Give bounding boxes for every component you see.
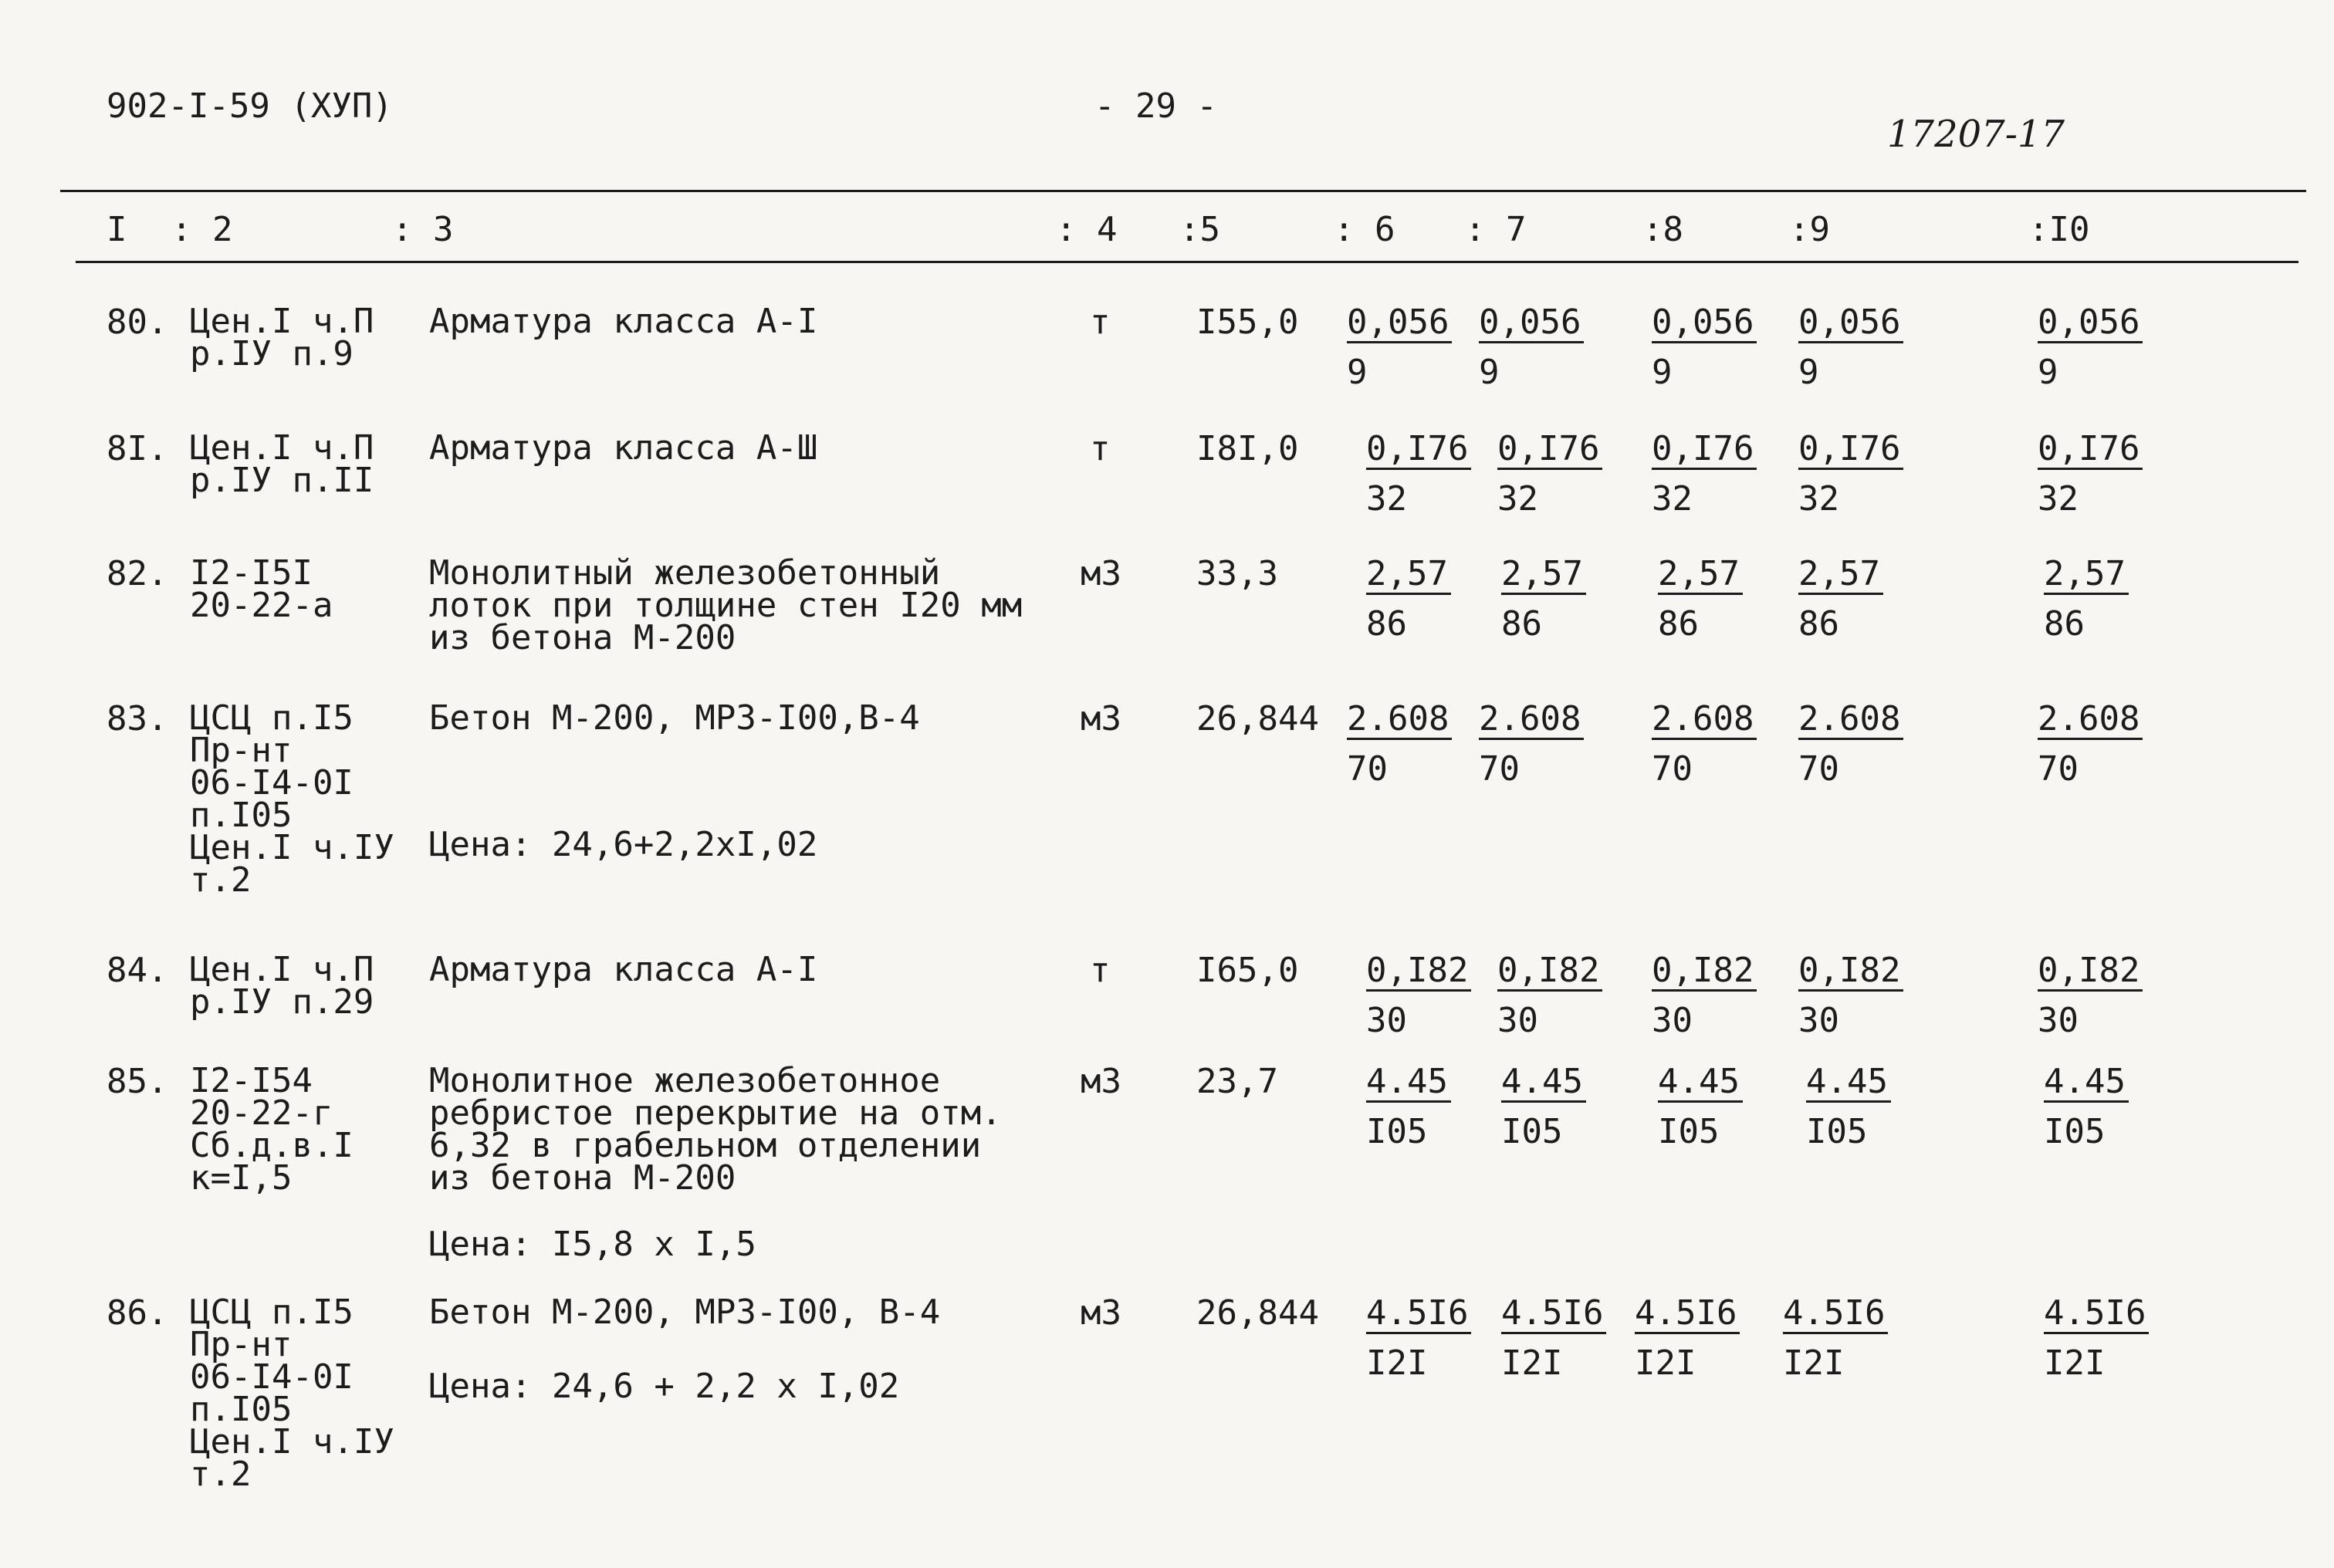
row-value: 0,056 9 (1479, 306, 1584, 390)
row-value: 0,I76 32 (2038, 432, 2143, 516)
row-value: 2,57 86 (1798, 557, 1883, 641)
row-value: 0,I76 32 (1798, 432, 1903, 516)
row-value: 2.608 70 (1479, 702, 1584, 786)
row-price-formula: Цена: 24,6+2,2хI,02 (429, 825, 818, 864)
row-number: 8I. (107, 429, 168, 468)
row-reference: ЦСЦ п.I5 Пр-нт 06-I4-0I п.I05 Цен.I ч.IУ т.2 (190, 698, 394, 900)
row-price-formula: Цена: I5,8 х I,5 (429, 1225, 756, 1264)
row-value: 0,056 9 (1347, 306, 1452, 390)
row-reference: I2-I5I 20-22-а (190, 553, 333, 625)
row-unit-price: I8I,0 (1196, 429, 1299, 468)
row-unit-price: 26,844 (1196, 1293, 1319, 1333)
row-value: 0,056 9 (1652, 306, 1757, 390)
row-value: 4.5I6 I2I (1366, 1296, 1471, 1380)
row-value: 4.45 I05 (1366, 1065, 1451, 1149)
row-reference: ЦСЦ п.I5 Пр-нт 06-I4-0I п.I05 Цен.I ч.IУ т.2 (190, 1293, 394, 1494)
page-number: - 29 - (1094, 86, 1217, 126)
col-header-6: : 6 (1334, 210, 1395, 249)
row-unit: т (1090, 429, 1111, 468)
col-header-3: : 3 (392, 210, 454, 249)
col-header-9: :9 (1789, 210, 1830, 249)
header-top-rule (60, 190, 2306, 192)
row-value: 2.608 70 (1347, 702, 1452, 786)
row-unit-price: I65,0 (1196, 951, 1299, 990)
row-description: Бетон М-200, МРЗ-I00,В-4 (429, 698, 920, 738)
row-unit: м3 (1081, 554, 1121, 593)
row-value: 2,57 86 (1501, 557, 1586, 641)
row-price-formula: Цена: 24,6 + 2,2 х I,02 (429, 1367, 900, 1406)
handwritten-stamp: 17207-17 (1887, 113, 2065, 156)
row-description: Монолитное железобетонное ребристое перекрытие на отм. 6,32 в грабельном отделении из бетона М-200 (429, 1061, 1002, 1198)
row-value: 2,57 86 (2044, 557, 2129, 641)
row-value: 2.608 70 (1798, 702, 1903, 786)
col-header-2: : 2 (171, 210, 233, 249)
row-reference: Цен.I ч.П р.IУ п.II (190, 428, 374, 500)
row-value: 2,57 86 (1658, 557, 1743, 641)
row-unit-price: 26,844 (1196, 699, 1319, 738)
row-unit-price: I55,0 (1196, 302, 1299, 342)
row-unit: т (1090, 302, 1111, 342)
row-reference: I2-I54 20-22-г Сб.д.в.I к=I,5 (190, 1061, 353, 1198)
row-value: 4.5I6 I2I (1783, 1296, 1888, 1380)
col-header-7: : 7 (1465, 210, 1527, 249)
row-value: 4.45 I05 (1501, 1065, 1586, 1149)
row-unit-price: 23,7 (1196, 1062, 1278, 1101)
row-value: 4.5I6 I2I (1501, 1296, 1606, 1380)
row-reference: Цен.I ч.П р.IУ п.9 (190, 302, 374, 373)
document-code: 902-I-59 (ХУП) (107, 86, 393, 126)
row-unit: т (1090, 951, 1111, 990)
row-value: 0,056 9 (2038, 306, 2143, 390)
row-unit: м3 (1081, 699, 1121, 738)
row-value: 0,056 9 (1798, 306, 1903, 390)
row-value: 4.45 I05 (2044, 1065, 2129, 1149)
row-value: 0,I76 32 (1497, 432, 1602, 516)
row-value: 0,I76 32 (1652, 432, 1757, 516)
row-value: 0,I82 30 (1497, 954, 1602, 1038)
row-value: 2,57 86 (1366, 557, 1451, 641)
row-value: 4.45 I05 (1658, 1065, 1743, 1149)
row-value: 4.5I6 I2I (2044, 1296, 2149, 1380)
col-header-5: :5 (1179, 210, 1220, 249)
col-header-10: :I0 (2028, 210, 2090, 249)
col-header-8: :8 (1642, 210, 1683, 249)
row-value: 0,I82 30 (2038, 954, 2143, 1038)
row-description: Бетон М-200, МРЗ-I00, В-4 (429, 1293, 941, 1332)
col-header-1: I (107, 210, 127, 249)
row-value: 0,I82 30 (1652, 954, 1757, 1038)
row-number: 84. (107, 951, 168, 990)
header-bottom-rule (76, 261, 2298, 263)
row-number: 86. (107, 1293, 168, 1333)
row-number: 82. (107, 554, 168, 593)
row-description: Арматура класса А-I (429, 302, 818, 341)
row-value: 2.608 70 (2038, 702, 2143, 786)
row-number: 83. (107, 699, 168, 738)
row-description: Монолитный железобетонный лоток при толщине стен I20 мм из бетона М-200 (429, 553, 1023, 657)
row-value: 4.45 I05 (1806, 1065, 1891, 1149)
row-unit: м3 (1081, 1293, 1121, 1333)
row-value: 4.5I6 I2I (1635, 1296, 1740, 1380)
row-value: 0,I82 30 (1798, 954, 1903, 1038)
row-description: Арматура класса А-Ш (429, 428, 818, 468)
row-value: 0,I76 32 (1366, 432, 1471, 516)
row-description: Арматура класса А-I (429, 950, 818, 989)
col-header-4: : 4 (1056, 210, 1118, 249)
row-unit: м3 (1081, 1062, 1121, 1101)
row-number: 85. (107, 1062, 168, 1101)
row-value: 0,I82 30 (1366, 954, 1471, 1038)
row-number: 80. (107, 302, 168, 342)
row-unit-price: 33,3 (1196, 554, 1278, 593)
row-value: 2.608 70 (1652, 702, 1757, 786)
row-reference: Цен.I ч.П р.IУ п.29 (190, 950, 374, 1022)
